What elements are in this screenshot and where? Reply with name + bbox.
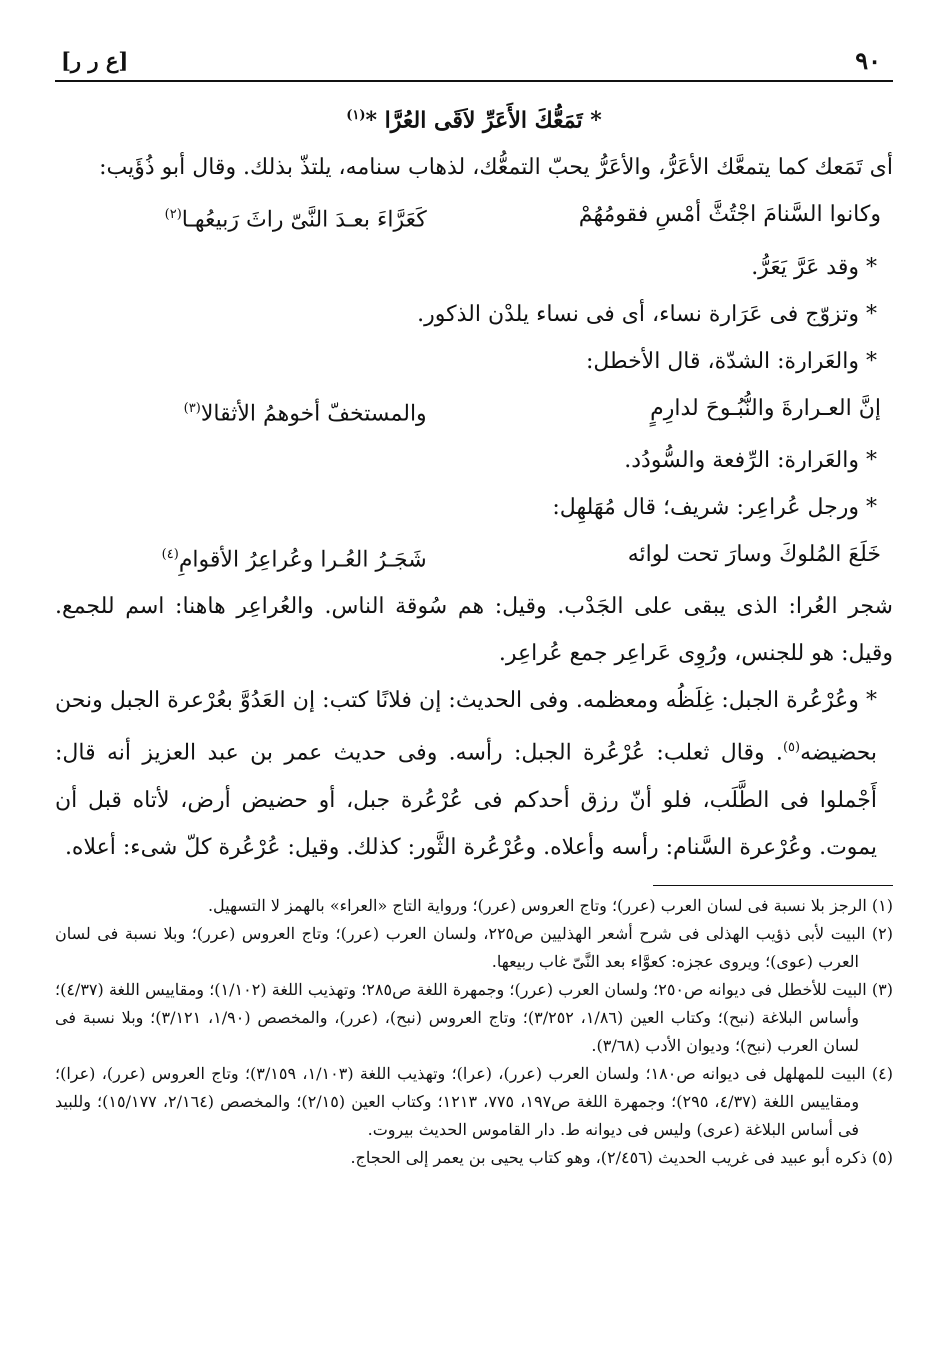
page-header <box>55 40 893 82</box>
footnote: (١) الرجز بلا نسبة فى لسان العرب (عرر)؛ وتاج العروس (عرر)؛ ورواية التاج «العراء» بالهمز لا التسهيل. <box>207 895 893 915</box>
first-hemistich: وكانوا السَّنامَ اجْتُثَّ أمْسِ فقومُهُمْ <box>578 202 881 228</box>
second-hemistich-text: شَجَـرُ العُـرا وعُراعِرُ الأقوامِ <box>178 547 427 573</box>
first-hemistich: خَلَعَ المُلوكَ وسارَ تحت لوائه <box>627 541 881 567</box>
footnote-divider <box>653 885 893 886</box>
second-hemistich <box>55 191 427 243</box>
footnote-ref: (٤) <box>161 546 179 562</box>
footnote-ref: (١) <box>346 108 366 123</box>
paragraph-text: * وعُرْعُرة الجبل: غِلَظُه ومعظمه. وفى الحديث: إن فلانًا كتب: إن العَدُوَّ بعُرْعرة الجبل ونحن بحضيضه <box>55 688 877 766</box>
footnote: (٤) البيت للمهلهل فى ديوانه ص١٨٠؛ ولسان العرب (عرر)، (عرا)؛ وتهذيب اللغة (١/١٠٣، ٣/١٥٩)؛ وتاج العروس (عرر)، (عرا)؛ ومقاييس اللغة (٤/٣٧، ٢٩٥)؛ وجمهرة اللغة ص١٩٧، ٧٧٥، ١٢١٣؛ وكتاب العين (٢/١٥)؛ والمخصص (٢/١٦٤، ١٥/١٧٧)؛ وللبيد فى أساس البلاغة (عرى) وليس فى ديوانه ط. دار القاموس الحديث بيروت. <box>55 1063 894 1139</box>
paragraph <box>55 677 893 870</box>
verse-line <box>55 385 893 437</box>
footnotes <box>55 892 893 1172</box>
footnote: (٥) ذكره أبو عبيد فى غريب الحديث (٢/٤٥٦)، وهو كتاب يحيى بن يعمر إلى الحجاج. <box>350 1147 893 1167</box>
headword-line <box>55 92 893 144</box>
verse-line <box>55 531 893 583</box>
second-hemistich-text: والمستخفّ أخوهمُ الأثقالا <box>200 400 427 426</box>
root-letters: [ع ر ر] <box>61 48 129 73</box>
paragraph: أى تَمَعك كما يتمعَّك الأعَرُّ، والأعَرُّ يحبّ التمعُّك، لذهاب سنامه، يلتذّ بذلك. وقال أبو ذُؤَيب: <box>99 155 893 181</box>
page-number: ٩٠ <box>855 46 881 75</box>
first-hemistich: إنَّ العـرارةَ والنُّبُـوحَ لدارِمٍ <box>650 395 881 421</box>
second-hemistich <box>55 531 427 583</box>
footnote-ref: (٥) <box>782 740 801 756</box>
second-hemistich <box>55 385 427 437</box>
paragraph: * وتزوّج فى عَرَارة نساء، أى فى نساء يلدْن الذكور. <box>417 301 877 327</box>
footnote-ref: (٢) <box>164 207 182 223</box>
verse-line <box>55 191 893 243</box>
entry-body <box>55 82 893 871</box>
paragraph: شجر العُرا: الذى يبقى على الجَدْب. وقيل: هم سُوقة الناس. والعُراعِر هاهنا: اسم للجمع. وقيل: هو للجنس، ورُوِى عَراعِر جمع عُراعِر. <box>55 594 893 667</box>
paragraph: * والعَرارة: الرِّفعة والسُّودُد. <box>624 447 877 473</box>
paragraph: * ورجل عُراعِر: شريف؛ قال مُهَلهِل: <box>552 494 877 520</box>
dictionary-page <box>55 40 893 1340</box>
paragraph-text: . وقال ثعلب: عُرْعُرة الجبل: رأسه. وفى حديث عمر بن عبد العزيز أنه قال: أَجْملوا فى الطَّلَب، فلو أنّ رزق أحدكم فى عُرْعُرة جبل، أو حضيض أرض، لأتاه قبل أن يموت. وعُرْعرة السَّنام: رأسه وأعلاه. وعُرْعُرة الثَّور: كذلك. وقيل: عُرْعُرة كلّ شىء: أعلاه. <box>55 740 877 860</box>
paragraph: * وقد عَرَّ يَعَرُّ. <box>751 254 877 280</box>
headword: * تَمَعُّكَ الأَعَرِّ لاَقَى العُرَّا * <box>365 107 602 134</box>
footnote-ref: (٣) <box>183 400 201 416</box>
footnote: (٣) البيت للأخطل فى ديوانه ص٢٥٠؛ ولسان العرب (عرر)؛ وجمهرة اللغة ص٢٨٥؛ وتهذيب اللغة (١/١٠٢)؛ ومقاييس اللغة (٤/٣٧)؛ وأساس البلاغة (نبح)؛ وكتاب العين (١/٨٦، ٣/٢٥٢)؛ وتاج العروس (نبح)، (عرر)، والمخصص (١/٩٠، ٣/١٢١)؛ وبلا نسبة فى لسان العرب (نبح)؛ وديوان الأدب (٣/٦٨). <box>55 979 894 1055</box>
second-hemistich-text: كَعَرَّاءَ بعـدَ النَّىّ راثَ رَبيعُهـا <box>181 207 427 233</box>
paragraph: * والعَرارة: الشدّة، قال الأخطل: <box>585 348 877 374</box>
footnote: (٢) البيت لأبى ذؤيب الهذلى فى شرح أشعر الهذليين ص٢٢٥، ولسان العرب (عرر)؛ وتاج العروس (عرر)؛ وبلا نسبة فى لسان العرب (عوى)؛ ويروى عجزه: كعوَّاء بعد النَّىّ غاب ربيعها. <box>55 923 894 971</box>
